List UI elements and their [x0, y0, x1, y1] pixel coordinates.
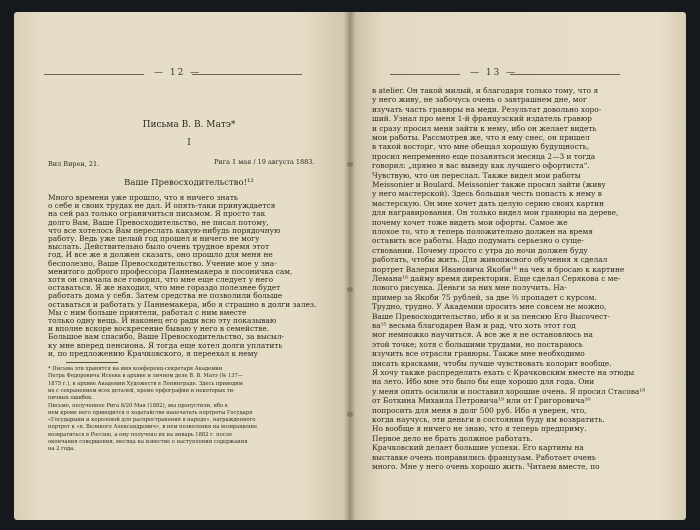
body-line: оставаться и работать у Паннемакера, ибо я страшно в долги залез. — [48, 299, 317, 309]
body-line: изучать часть гравюры на меди. Результат довольно хоро- — [372, 104, 602, 114]
footnote-line: Письмо, полученное Рига 8/20 Мая (1882), мы пропустили, ибо в — [48, 402, 228, 409]
footnote-line: 1875 г.), в архиве Академии Художеств в Ленинграде. Здесь приводим — [48, 380, 243, 387]
body-line: у него живу, не забочусь очень о завтрашнем дне, мог — [372, 95, 587, 105]
body-line: выслать. Действительно было очень трудное время этот — [48, 242, 270, 252]
footnote-line: Петра Федоровича Исеева в архиве и личном деле В. В. Матэ (№ 137— — [48, 373, 243, 380]
body-line: и вполне вскоре воскресение бываю у него в семействе. — [48, 324, 270, 334]
body-line: мог немножко научиться. А все же я не остановлюсь на — [372, 330, 593, 340]
body-line: этой точке; хотя с большими трудами, но постараюсь — [372, 339, 583, 349]
footnote-line: портрет к «в. Великого Александрович», в нем позволения на возвращение — [48, 424, 258, 431]
body-line: на сей раз только ограничиться письмом. Я просто так — [48, 209, 266, 219]
body-line: Много времени уже прошло, что я ничего знать — [48, 193, 238, 202]
body-line: и сразу просил меня зайти к нему, ибо он желает видеть — [372, 123, 597, 133]
body-line: пример за Якоби 75 рублей, за две ⅔ пропадет с курсом. — [372, 292, 597, 302]
body-line: попросить для меня в долг 500 руб. Ибо я уверен, что, — [372, 405, 587, 415]
header-rule — [510, 74, 620, 75]
body-line: Трудно, трудно. У Академии просить мне совсем не можно, — [372, 302, 607, 312]
body-line: Крачковский делает большие успехи. Его картины на — [372, 443, 584, 453]
dateline-right: Рига 1 мая / 19 августа 1883. — [214, 158, 315, 166]
right-page — [350, 12, 686, 520]
body-line: выставке очень понравились французам. Работает очень — [372, 452, 596, 462]
body-line: Первое дело не брать должное работать. — [372, 433, 533, 443]
header-rule — [44, 74, 144, 75]
left-page-number: — 12 — — [154, 68, 202, 78]
body-line: и, по предложению Крачковского, я переехал к нему — [48, 348, 258, 358]
body-line: что все хотелось Вам переслать какую-нибудь порядочную — [48, 225, 281, 235]
section-number: I — [187, 138, 191, 148]
body-line: говорил: „прямо я вас выведу как лучшего офортиста“. — [372, 161, 590, 171]
body-line: Большое вам спасибо, Ваше Превосходительство, за высыл- — [48, 332, 285, 342]
left-page — [14, 12, 350, 520]
body-line: хотя он сначала все говорил, что мне еще следует у него — [48, 275, 274, 284]
footnote-line: пичных ошибок. — [48, 395, 94, 402]
body-line: много. Мне у него очень хорошо жить. Читаем вместе, по — [372, 462, 600, 471]
binding-stitch — [347, 162, 353, 167]
body-line: Ваше Превосходительство, ибо я и за пенсию Его Высочест- — [372, 311, 610, 321]
body-line: ствовании. Почему просто с утра до ночи должен буду — [372, 245, 588, 255]
footnote-line: их с сохранением всех деталей, кроме орфографии и некоторых ти- — [48, 387, 235, 394]
body-line: портрет Валерия Ивановича Якоби¹⁶ на чек и бросаю к картине — [372, 264, 625, 274]
open-book — [14, 12, 686, 520]
body-line: бесполезно, Ваше Превосходительство. Учение мое у зна- — [48, 258, 277, 268]
body-line: работать, чтобы жить. Для живописного обучения я сделал — [372, 255, 608, 265]
body-line: мастерскую. Он мне хочет дать целую серию своих картин — [372, 198, 604, 208]
footnote-line: «Государыни и королевой для распространения в народе», награжденного — [48, 417, 256, 424]
header-rule — [390, 74, 460, 75]
body-line: оставить все работы. Надо подумать серьезно о суще- — [372, 236, 584, 246]
body-line: работу. Ведь уже целый год прошел и ничего не могу — [48, 234, 260, 243]
body-line: ший. Узнал про меня 1-й французский издатель гравюр — [372, 114, 592, 124]
footnote-rule — [66, 362, 118, 363]
body-line: Я хочу также распределить ехать с Крачковским вместе на этюды — [372, 368, 635, 377]
right-page-number: — 13 — — [470, 68, 518, 78]
body-line: почему хочет тоже видеть мои офорты. Самое же — [372, 217, 568, 227]
footnote-line: окончания совершения, месяца на известие о наступлении содержания — [48, 439, 248, 445]
body-line: на лето. Ибо мне это было бы еще хорошо для года. Они — [372, 377, 595, 387]
footnote-line: на 2 года. — [48, 446, 75, 453]
header-rule — [192, 74, 302, 75]
body-line: Но вообще я ничего не знаю, что я теперь предприму. — [372, 424, 587, 434]
body-line: о себе и своих трудах не дал. И опять-таки принуждается — [48, 201, 276, 211]
book-gutter — [344, 12, 356, 520]
body-line: менитого доброго профессора Паннемакера я посоничка сам, — [48, 266, 293, 276]
body-line: в такой восторг, что мне обещал хорошую будущность, — [372, 142, 590, 152]
footnote-line: возвратиться в Россию, а ему получено их на январь 1882 г. после — [48, 431, 233, 438]
body-line: изучить все отрасли гравюры. Также мне необходимо — [372, 349, 585, 359]
dateline-left: Вил Вирен, 21. — [48, 160, 100, 168]
letters-heading: Письма В. В. Матэ* — [142, 120, 236, 130]
body-line: оставаться. Я же находил, что мне гораздо полезнее будет — [48, 283, 281, 293]
body-line: просил непременно еще позаняться месяца 2—3 и тогда — [372, 151, 596, 161]
body-line: плохое то, что я теперь положительно должен на время — [372, 227, 593, 236]
body-line: год. И все же я должен сказать, оно прошло для меня не — [48, 250, 273, 260]
salutation: Ваше Превосходительство!¹² — [124, 178, 254, 188]
body-line: Мы с ним больше приятели, работал с ним вместе — [48, 307, 247, 317]
footnote-line: * Письма эти хранятся на имя конференц-секретаря Академии — [48, 366, 223, 372]
binding-stitch — [347, 287, 353, 292]
body-line: в atelier. Он такой милый, и благодаря только тому, что я — [372, 86, 599, 95]
body-line: Meissonier и Boulard. Meissonier также просил зайти (живу — [372, 180, 606, 189]
footnote-line: нем кроме него приводится о ходатайстве напечатать портреты Государя — [48, 409, 253, 416]
body-line: ку мне вперед пенсиона. Я тогда еще хотел долги уплатить — [48, 340, 283, 350]
body-line: у него мастерской). Здесь большая честь попасть к нему в — [372, 189, 602, 199]
body-line: когда научусь, эти деньги в состоянии буду им возвратить. — [372, 415, 605, 424]
body-line: от Боткина Михаила Петровича¹⁹ или от Григоровича²⁰ — [372, 396, 591, 406]
body-line: лового рисунка. Деньги за них мне получить. На- — [372, 283, 567, 293]
body-line: работать дома у себя. Затем средства не позволили больше — [48, 291, 283, 301]
body-line: только одну вещь. И наконец его ради всю эту показываю — [48, 316, 277, 325]
body-line: у меня опять осилили и поставил хорошие очень. Я просил Стасова¹⁸ — [372, 386, 646, 396]
body-line: Лемана¹⁶ дайму время директории. Еще сделал Серякова с ме- — [372, 274, 621, 283]
body-line: Чувствую, что он переслал. Также видел мои работы — [372, 170, 581, 180]
body-line: писать красками, чтобы лучше чувствовать колорит вообще. — [372, 358, 612, 368]
body-line: мои работы. Рассмотрев же, что я ему снес, он пришел — [372, 133, 590, 142]
binding-stitch — [347, 412, 353, 417]
body-line: ва¹⁵ весьма благодарен Вам и рад, что хоть этот год — [372, 321, 576, 330]
body-line: для награвирования. Он только видел мои гравюры на дереве, — [372, 208, 619, 218]
body-line: долго Вам, Ваше Превосходительство, не писал потому, — [48, 217, 269, 227]
